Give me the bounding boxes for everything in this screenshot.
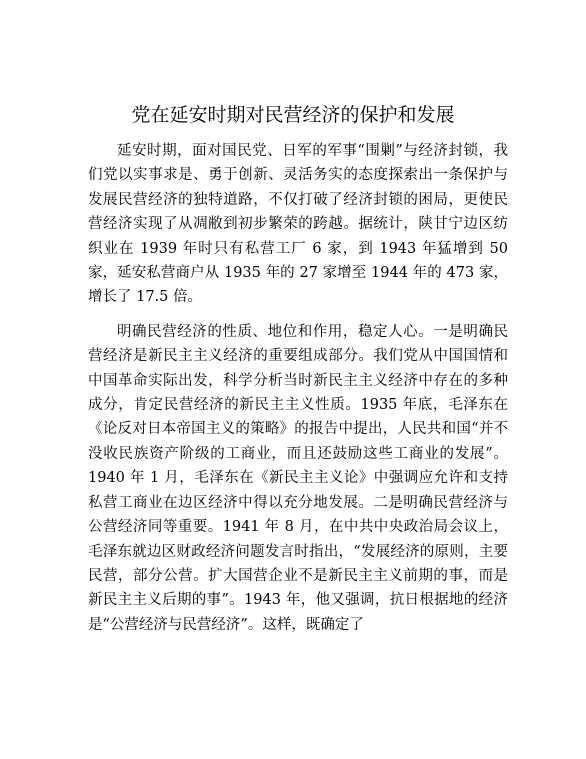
- body-paragraph-1: 延安时期，面对国民党、日军的军事“围剿”与经济封锁，我们党以实事求是、勇于创新、灵活务实的态度探索出一条保护与发展民营经济的独特道路，不仅打破了经济封锁的困局，更使民营经济实现了从凋敝到初步繁荣的跨越。据统计，陕甘宁边区纺织业在 1939 年时只有私营工厂 6 家，到 1943 年猛增到 50 家，延安私营商户从 1935 年的 27 家增至 1944 年的 473 家，增长了 17.5 倍。: [88, 143, 508, 306]
- document-title: 党在延安时期对民营经济的保护和发展: [131, 104, 455, 126]
- document-body: [88, 139, 508, 637]
- body-paragraph-2: 明确民营经济的性质、地位和作用，稳定人心。一是明确民营经济是新民主主义经济的重要组成部分。我们党从中国国情和中国革命实际出发，科学分析当时新民主主义经济中存在的多种成分，肯定民营经济的新民主主义性质。1935 年底，毛泽东在《论反对日本帝国主义的策略》的报告中提出，人民共和国“并不没收民族资产阶级的工商业，而且还鼓励这些工商业的发展”。1940 年 1 月，毛泽东在《新民主主义论》中强调应允许和支持私营工商业在边区经济中得以充分地发展。二是明确民营经济与公营经济同等重要。1941 年 8 月，在中共中央政治局会议上，毛泽东就边区财政经济问题发言时指出，“发展经济的原则，主要民营，部分公营。扩大国营企业不是新民主主义前期的事，而是新民主主义后期的事”。1943 年，他又强调，抗日根据地的经济是“公营经济与民营经济”。这样，既确定了: [88, 323, 508, 633]
